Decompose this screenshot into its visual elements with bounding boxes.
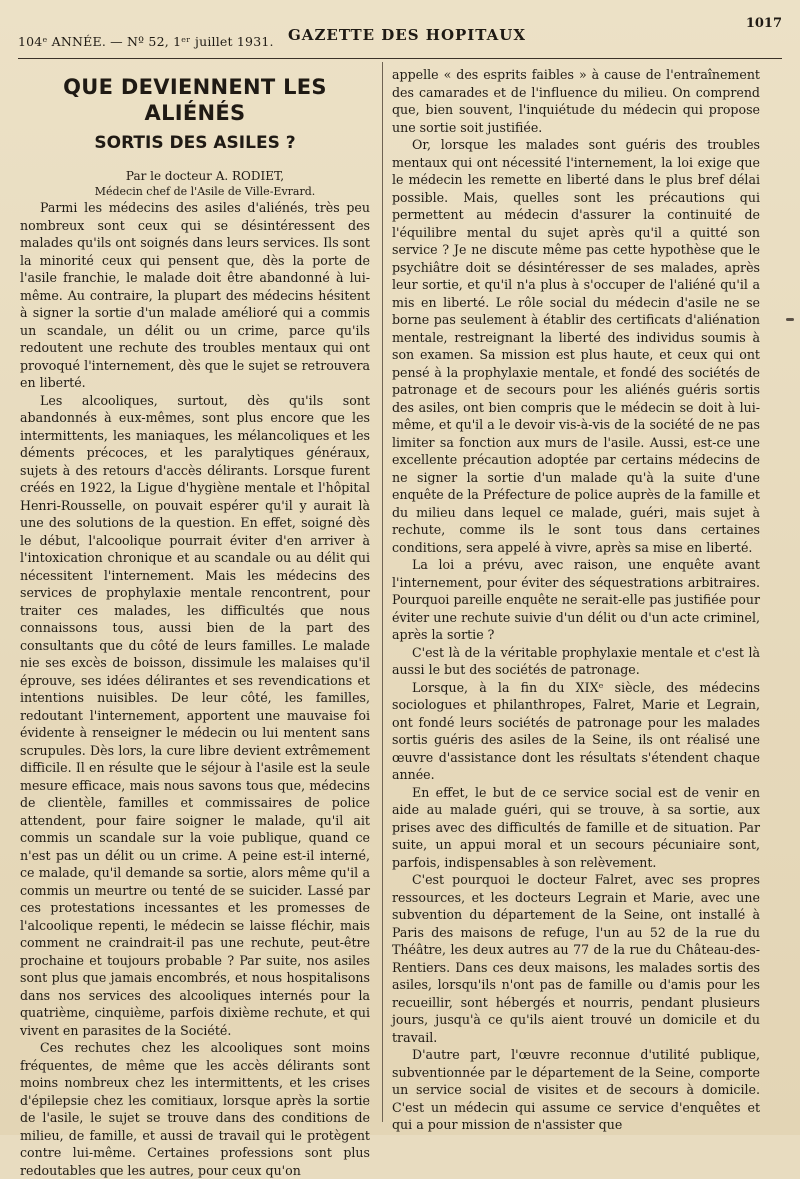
paragraph: La loi a prévu, avec raison, une enquête avant l'internement, pour éviter des séquestrations arbitraires. Pourquoi pareille enquête ne serait-elle pas justifiée pour éviter une rechute suivie d'un délit ou d'un acte criminel, après la sortie ? — [392, 557, 760, 642]
header-rule — [18, 58, 782, 59]
page-number: 1017 — [745, 16, 782, 31]
paragraph: C'est pourquoi le docteur Falret, avec ses propres ressources, et les docteurs Legrain et Marie, avec une subvention du département de la Seine, ont installé à Paris des maisons de refuge, l'un au 52 de la rue du Théâtre, les deux autres au 77 de la rue du Château-des-Rentiers. Dans ces deux maisons, les malades sortis des asiles, lorsqu'ils n'ont pas de famille ou d'amis pour les recueillir, sont hébergés et nourris, pendant plusieurs jours, jusqu'à ce qu'ils aient trouvé un domicile et du travail. — [392, 872, 760, 1045]
article-subtitle: SORTIS DES ASILES ? — [94, 133, 296, 153]
paragraph: Ces rechutes chez les alcooliques sont moins fréquentes, de même que les accès délirants sont moins nombreux chez les intermittents, et les crises d'épilepsie chez les comitiaux, lorsque après la sortie de l'asile, le sujet se trouve dans des conditions de milieu, de famille, et aussi de travail qui le protègent contre lui-même. Certaines professions sont plus redoutables que les autres, pour ceux qu'on — [20, 1040, 370, 1178]
author-affiliation: Médecin chef de l'Asile de Ville-Evrard. — [94, 185, 316, 198]
issue-line: 104ᵉ ANNÉE. — Nº 52, 1ᵉʳ juillet 1931. — [18, 34, 274, 49]
journal-title: GAZETTE DES HOPITAUX — [288, 26, 527, 44]
paragraph: En effet, le but de ce service social est de venir en aide au malade guéri, qui se trouve, à sa sortie, aux prises avec des difficultés de famille et de situation. Par suite, un appui moral et un secours pécuniaire sont, parfois, indispensables à son relèvement. — [392, 784, 760, 870]
left-column — [20, 66, 370, 1178]
article-author: Par le docteur A. RODIET, — [125, 169, 285, 183]
paragraph: D'autre part, l'œuvre reconnue d'utilité publique, subventionnée par le département de la Seine, comporte un service social de visites et de secours à domicile. C'est un médecin qui assume ce service d'enquêtes et qui a pour mission de n'assister que — [392, 1047, 760, 1132]
margin-mark — [786, 318, 794, 321]
paragraph: Or, lorsque les malades sont guéris des troubles mentaux qui ont nécessité l'internement, la loi exige que le médecin les remette en liberté dans le plus bref délai possible. Mais, quelles sont les précautions qui permettent au médecin d'assurer la continuité de l'équilibre mental du sujet après qu'il a quitté son service ? Je ne discute même pas cette hypothèse que le psychiâtre doit se désintéresser de ses malades, après leur sortie, et qu'il n'a plus à s'occuper de l'aliéné qu'il a mis en liberté. Le rôle social du médecin d'asile ne se borne pas seulement à établir des certificats d'aliénation mentale, restreignant la liberté des individus soumis à son examen. Sa mission est plus haute, et ceux qui ont pensé à la prophylaxie mentale, et fondé des sociétés de patronage et de secours pour les aliénés guéris sortis des asiles, ont bien compris que le médecin se doit à lui-même, et qu'il a le devoir vis-à-vis de la société de ne pas limiter sa fonction aux murs de l'asile. Aussi, est-ce une excellente précaution adoptée par certains médecins de ne signer la sortie d'un malade qu'à la suite d'une enquête de la Préfecture de police auprès de la famille et du milieu dans lequel ce malade, guéri, mais sujet à rechute, comme ils le sont tous dans certaines conditions, sera appelé à vivre, après sa mise en liberté. — [392, 137, 760, 555]
paragraph: appelle « des esprits faibles » à cause de l'entraînement des camarades et de l'influence du milieu. On comprend que, bien souvent, l'inquiétude du médecin qui propose une sortie soit justifiée. — [392, 67, 760, 135]
paragraph: Lorsque, à la fin du XIXᵉ siècle, des médecins sociologues et philanthropes, Falret, Marie et Legrain, ont fondé leurs sociétés de patronage pour les malades sortis guéris des asiles de la Seine, ils ont réalisé une œuvre d'assistance dont les résultats s'étendent chaque année. — [392, 679, 760, 782]
article-title: QUE DEVIENNENT LES ALIÉNÉS — [63, 75, 327, 125]
right-column — [392, 66, 760, 1132]
page-header — [18, 16, 782, 54]
column-rule — [382, 62, 383, 1122]
paragraph: Parmi les médecins des asiles d'aliénés, très peu nombreux sont ceux qui se désintéressent des malades qu'ils ont soignés dans leurs services. Ils sont la minorité ceux qui pensent que, dès la porte de l'asile franchie, le malade doit être abandonné à lui-même. Au contraire, la plupart des médecins hésitent à signer la sortie d'un malade amélioré qui a commis un scandale, un délit ou un crime, parce qu'ils redoutent une rechute des troubles mentaux qui ont provoqué l'internement, dès que le sujet se retrouvera en liberté. — [20, 200, 370, 390]
paragraph: C'est là de la véritable prophylaxie mentale et c'est là aussi le but des sociétés de patronage. — [392, 644, 760, 677]
paragraph: Les alcooliques, surtout, dès qu'ils sont abandonnés à eux-mêmes, sont plus encore que les intermittents, les maniaques, les mélancoliques et les déments précoces, et les paralytiques généraux, sujets à des retours d'accès délirants. Lorsque furent créés en 1922, la Ligue d'hygiène mentale et l'hôpital Henri-Rousselle, on pouvait espérer qu'il y aurait là une des solutions de la question. En effet, soigné dès le début, l'alcoolique pourrait éviter d'en arriver à l'intoxication chronique et au scandale ou au délit qui nécessitent l'internement. Mais les médecins des services de prophylaxie mentale rencontrent, pour traiter ces malades, les difficultés que nous connaissons tous, aussi bien de la part des consultants que du côté de leurs familles. Le malade nie ses excès de boisson, dissimule les malaises qu'il éprouve, ses idées délirantes et ses revendications et intentions nuisibles. De leur côté, les familles, redoutant l'internement, apportent une mauvaise foi évidente à renseigner le médecin ou lui mentent sans scrupules. Dès lors, la cure libre devient extrêmement difficile. Il en résulte que le séjour à l'asile est la seule mesure efficace, mais nous savons tous que, médecins de clientèle, familles et commissaires de police attendent, pour faire soigner le malade, qu'il ait commis un scandale sur la voie publique, quand ce n'est pas un délit ou un crime. A peine est-il interné, ce malade, qu'il demande sa sortie, alors même qu'il a commis un meurtre ou tenté de se suicider. Lassé par ces protestations incessantes et les promesses de l'alcoolique repenti, le médecin se laisse fléchir, mais comment ne craindrait-il pas une rechute, peut-être prochaine et toujours probable ? Par suite, nos asiles sont plus que jamais encombrés, et nous hospitalisons dans nos services des alcooliques internés pour la quatrième, cinquième, parfois dixième rechute, et qui vivent en parasites de la Société. — [20, 392, 370, 1038]
